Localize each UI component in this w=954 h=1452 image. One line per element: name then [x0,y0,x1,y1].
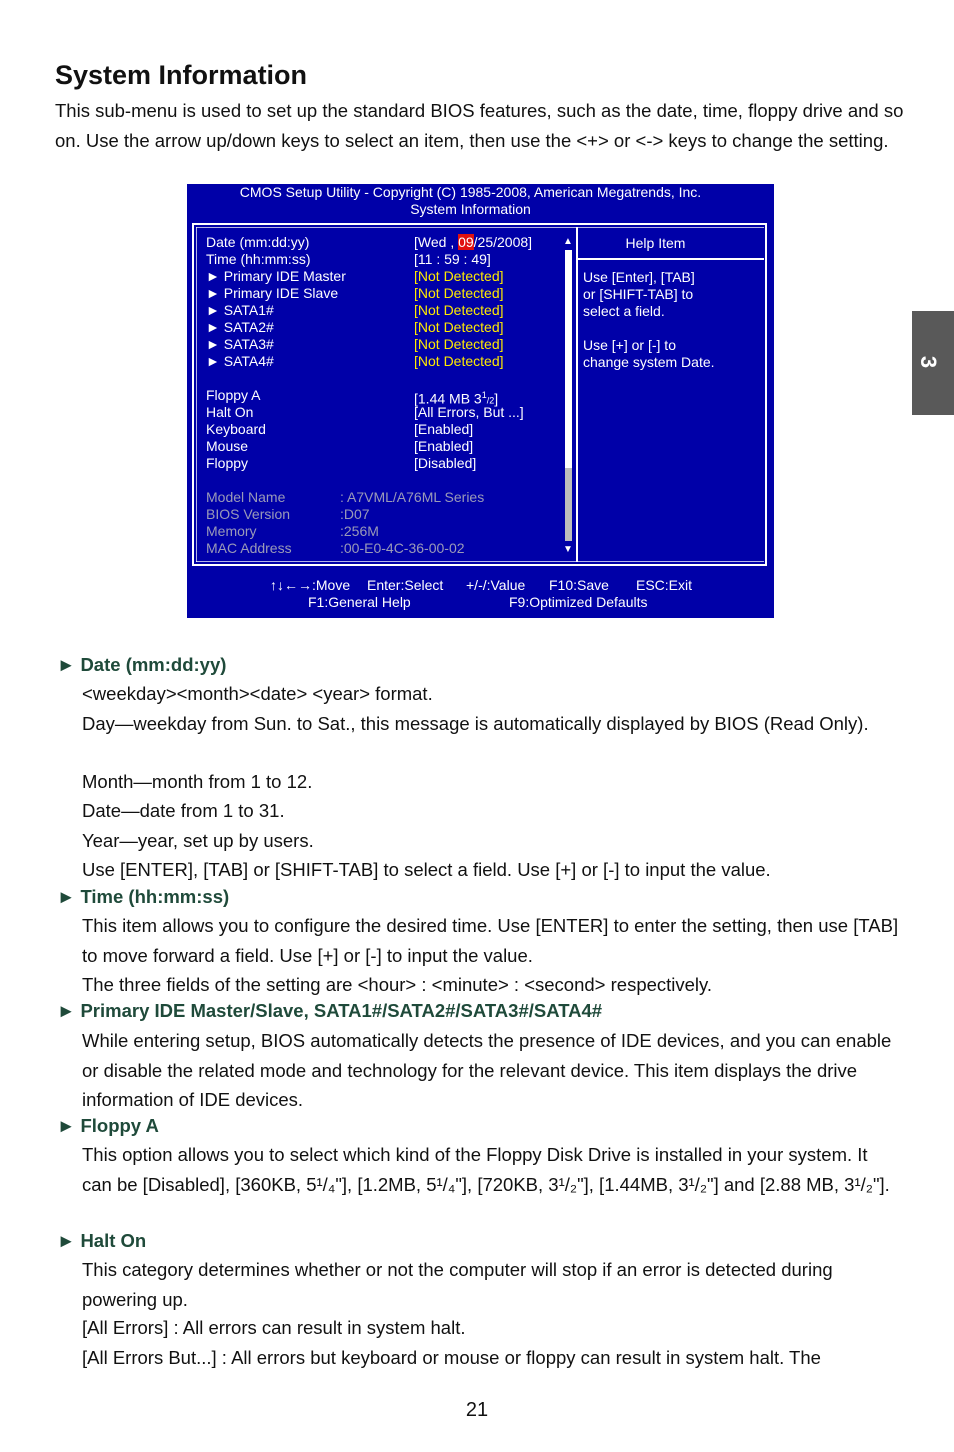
info-label: Memory [206,523,257,539]
setting-value[interactable]: [Enabled] [414,421,474,437]
date-weekday: [Wed , [414,234,459,250]
bios-help-divider [578,258,764,260]
info-label: MAC Address [206,540,292,556]
bios-header-title: System Information [410,201,531,217]
device-value: [Not Detected] [414,353,504,369]
bios-inner-border-left [196,227,197,562]
footer-move: ↑↓←→:Move [270,577,351,593]
device-value: [Not Detected] [414,302,504,318]
bios-screen [187,184,774,618]
date-rest: /25/2008] [473,234,533,250]
bios-inner-border-bottom [196,561,764,562]
scrollbar[interactable] [565,250,572,541]
device-value: [Not Detected] [414,319,504,335]
time-line: The three fields of the setting are <hour> : <minute> : <second> respectively. [82,974,713,995]
section-heading-date: ► Date (mm:dd:yy) [57,654,227,675]
date-line: Use [ENTER], [TAB] or [SHIFT-TAB] to select a field. Use [+] or [-] to input the value. [82,859,771,880]
setting-label: Halt On [206,404,254,420]
device-label: ► SATA2# [206,319,274,335]
floppy-a-value[interactable]: [1.44 MB $3^1/2$] [414,390,499,407]
footer-value: +/-/:Value [466,577,526,593]
info-value: :256M [340,523,379,539]
chapter-tab [912,311,954,415]
bios-time-label: Time (hh:mm:ss) [206,251,311,267]
help-line: select a field. [583,303,665,319]
info-label: BIOS Version [206,506,291,522]
floppy-paragraph: This option allows you to select which kind of the Floppy Disk Drive is installed in your system. It can be [Disabled], [360KB, 5¹/₄"], [1.2MB, 5¹/₄"], [720KB, 3¹/₂"], [1.44MB, 3¹/₂"] and [2.88 MB, 3¹/₂"]. [82,1144,890,1195]
chapter-number: 3 [916,355,942,369]
halt-line: [All Errors] : All errors can result in system halt. [82,1317,466,1338]
setting-value[interactable]: [Disabled] [414,455,477,471]
date-line: Date—date from 1 to 31. [82,800,285,821]
setting-label: Keyboard [206,421,266,437]
ide-paragraph: While entering setup, BIOS automatically detects the presence of IDE devices, and you can enable or disable the related mode and technology for the relevant device. This item displays the drive information of IDE devices. [82,1030,892,1110]
help-item-title: Help Item [625,235,686,251]
floppy-a-label: Floppy A [206,387,261,403]
date-month-selected[interactable]: 09 [458,234,474,250]
intro-paragraph: This sub-menu is used to set up the standard BIOS features, such as the date, time, floppy drive and so on. Use the arrow up/down keys to select an item, then use the <+> or <-> keys to change the setting. [55,100,904,151]
device-value: [Not Detected] [414,285,504,301]
footer-help: F1:General Help [308,594,411,610]
date-line: Month—month from 1 to 12. [82,771,313,792]
scrollbar-thumb[interactable] [565,468,572,541]
time-line: This item allows you to configure the desired time. Use [ENTER] to enter the setting, then use [TAB] to move forward a field. Use [+] or [-] to input the value. [82,915,899,966]
device-label: ► SATA4# [206,353,274,369]
bios-time-value[interactable]: [11 : 59 : 49] [414,251,491,267]
footer-enter: Enter:Select [367,577,444,593]
section-heading-floppy: ► Floppy A [57,1115,159,1136]
page-title: System Information [55,60,308,90]
info-value: :00-E0-4C-36-00-02 [340,540,465,556]
date-line: Day—weekday from Sun. to Sat., this message is automatically displayed by BIOS (Read Only). [82,713,869,734]
info-value: : A7VML/A76ML Series [340,489,485,505]
setting-label: Floppy [206,455,249,471]
scroll-up-icon[interactable]: ▲ [563,236,573,247]
section-heading-halt: ► Halt On [57,1230,147,1251]
info-label: Model Name [206,489,286,505]
bios-panel-divider [576,227,578,562]
help-line: or [SHIFT-TAB] to [583,286,694,302]
halt-line: This category determines whether or not the computer will stop if an error is detected during powering up. [82,1259,833,1310]
bios-date-value[interactable] [414,234,532,251]
footer-save: F10:Save [549,577,609,593]
bios-date-label: Date (mm:dd:yy) [206,234,310,250]
help-line: Use [Enter], [TAB] [583,269,695,285]
device-value: [Not Detected] [414,268,504,284]
setting-label: Mouse [206,438,249,454]
bios-header-copyright: CMOS Setup Utility - Copyright (C) 1985-2008, American Megatrends, Inc. [239,184,702,200]
footer-defaults: F9:Optimized Defaults [509,594,648,610]
device-label: ► SATA3# [206,336,274,352]
page-number: 21 [465,1399,489,1421]
halt-line: [All Errors But...] : All errors but keyboard or mouse or floppy can result in system halt. The [82,1347,821,1368]
date-line: Year—year, set up by users. [82,830,314,851]
device-label: ► Primary IDE Slave [206,285,339,301]
device-value: [Not Detected] [414,336,504,352]
footer-exit: ESC:Exit [636,577,693,593]
device-label: ► SATA1# [206,302,274,318]
section-heading-time: ► Time (hh:mm:ss) [57,886,230,907]
section-heading-ide: ► Primary IDE Master/Slave, SATA1#/SATA2#/SATA3#/SATA4# [57,1000,603,1021]
bios-inner-border-top [196,227,764,228]
device-label: ► Primary IDE Master [206,268,346,284]
setting-value[interactable]: [Enabled] [414,438,474,454]
scroll-down-icon[interactable]: ▼ [563,544,573,555]
help-line: Use [+] or [-] to [583,337,676,353]
date-line: <weekday><month><date> <year> format. [82,683,433,704]
info-value: :D07 [340,506,370,522]
setting-value[interactable]: [All Errors, But ...] [414,404,524,420]
help-line: change system Date. [583,354,715,370]
